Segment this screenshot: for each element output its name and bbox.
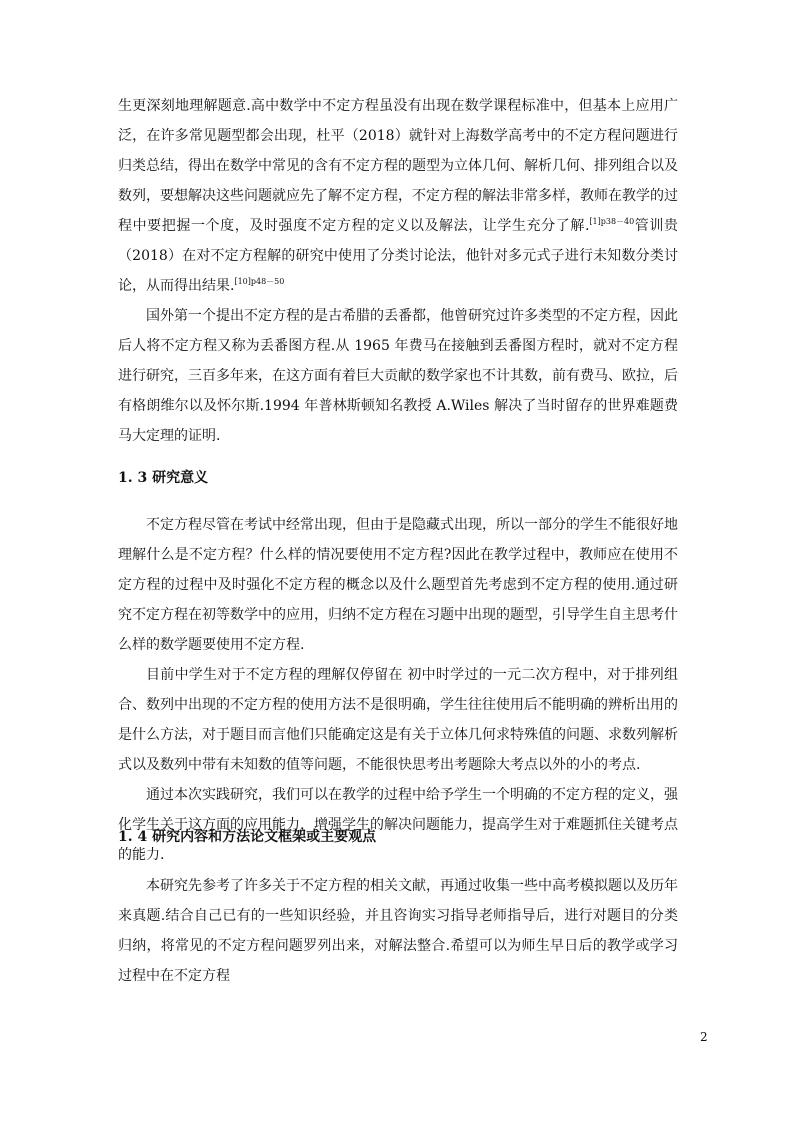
citation: [1]p38－40	[589, 217, 635, 226]
page-number: 2	[700, 1030, 708, 1044]
section-heading-1-4: 1. 4 研究内容和方法论文框架或主要观点	[118, 829, 377, 845]
paragraph-research-content: 本研究先参考了许多关于不定方程的相关文献，再通过收集一些中高考模拟题以及历年来真题.结合自己已有的一些知识经验，并且咨询实习指导老师指导后，进行对题目的分类归纳，将常见的不定方程问题罗列出来，对解法整合.希望可以为师生早日后的教学或学习过程中在不定方程	[118, 878, 678, 984]
paragraph-literature-foreign: 国外第一个提出不定方程的是古希腊的丢番都，他曾研究过许多类型的不定方程，因此后人将不定方程又称为丢番图方程.从 1965 年费马在接触到丢番图方程时，就对不定方程进行研究，三百多年来，在这方面有着巨大贡献的数学家也不计其数，前有费马、欧拉，后有格朗维尔以及怀尔斯.1994 年普林斯顿知名教授 A.Wiles 解决了当时留存的世界难题费马大定理的证明.	[118, 308, 678, 444]
paragraph-text: 生更深刻地理解题意.高中数学中不定方程虽没有出现在数学课程标准中，但基本上应用广泛，在许多常见题型都会出现，杜平（2018）就针对上海数学高考中的不定方程问题进行归类总结，得出在数学中常见的含有不定方程的题型为立体几何、解析几何、排列组合以及数列，要想解决这些问题就应先了解不定方程，不定方程的解法非常多样，教师在教学的过程中要把握一个度，及时强度不定方程的定义以及解法，让学生充分了解.	[118, 98, 678, 234]
section-1-2-continuation	[118, 91, 678, 451]
section-1-4-body	[118, 871, 678, 991]
paragraph-significance-1: 不定方程尽管在考试中经常出现，但由于是隐藏式出现，所以一部分的学生不能很好地理解什么是不定方程？什么样的情况要使用不定方程?因此在教学过程中，教师应在使用不定方程的过程中及时强化不定方程的概念以及什么题型首先考虑到不定方程的使用.通过研究不定方程在初等数学中的应用，归纳不定方程在习题中出现的题型，引导学生自主思考什么样的数学题要使用不定方程.	[118, 517, 678, 653]
paragraph-significance-3: 通过本次实践研究，我们可以在教学的过程中给予学生一个明确的不定方程的定义，强化学生关于这方面的应用能力，增强学生的解决问题能力，提高学生对于难题抓住关键考点的能力.	[118, 787, 678, 863]
section-heading-1-3: 1. 3 研究意义	[118, 470, 209, 486]
paragraph-literature-domestic	[118, 91, 678, 301]
paragraph-text: 管训贵（2018）在对不定方程解的研究中使用了分类讨论法，他针对多元式子进行未知数分类讨论，从而得出结果.	[118, 218, 678, 294]
paragraph-significance-2: 目前中学生对于不定方程的理解仅停留在 初中时学过的一元二次方程中，对于排列组合、数列中出现的不定方程的使用方法不是很明确，学生往往使用后不能明确的辨析出用的是什么方法，对于题目而言他们只能确定这是有关于立体几何求特殊值的问题、求数列解析式以及数列中带有未知数的值等问题，不能很快思考出考题除大考点以外的小的考点.	[118, 667, 678, 773]
section-1-3-body	[118, 510, 678, 870]
citation: [10]p48－50	[234, 277, 285, 286]
